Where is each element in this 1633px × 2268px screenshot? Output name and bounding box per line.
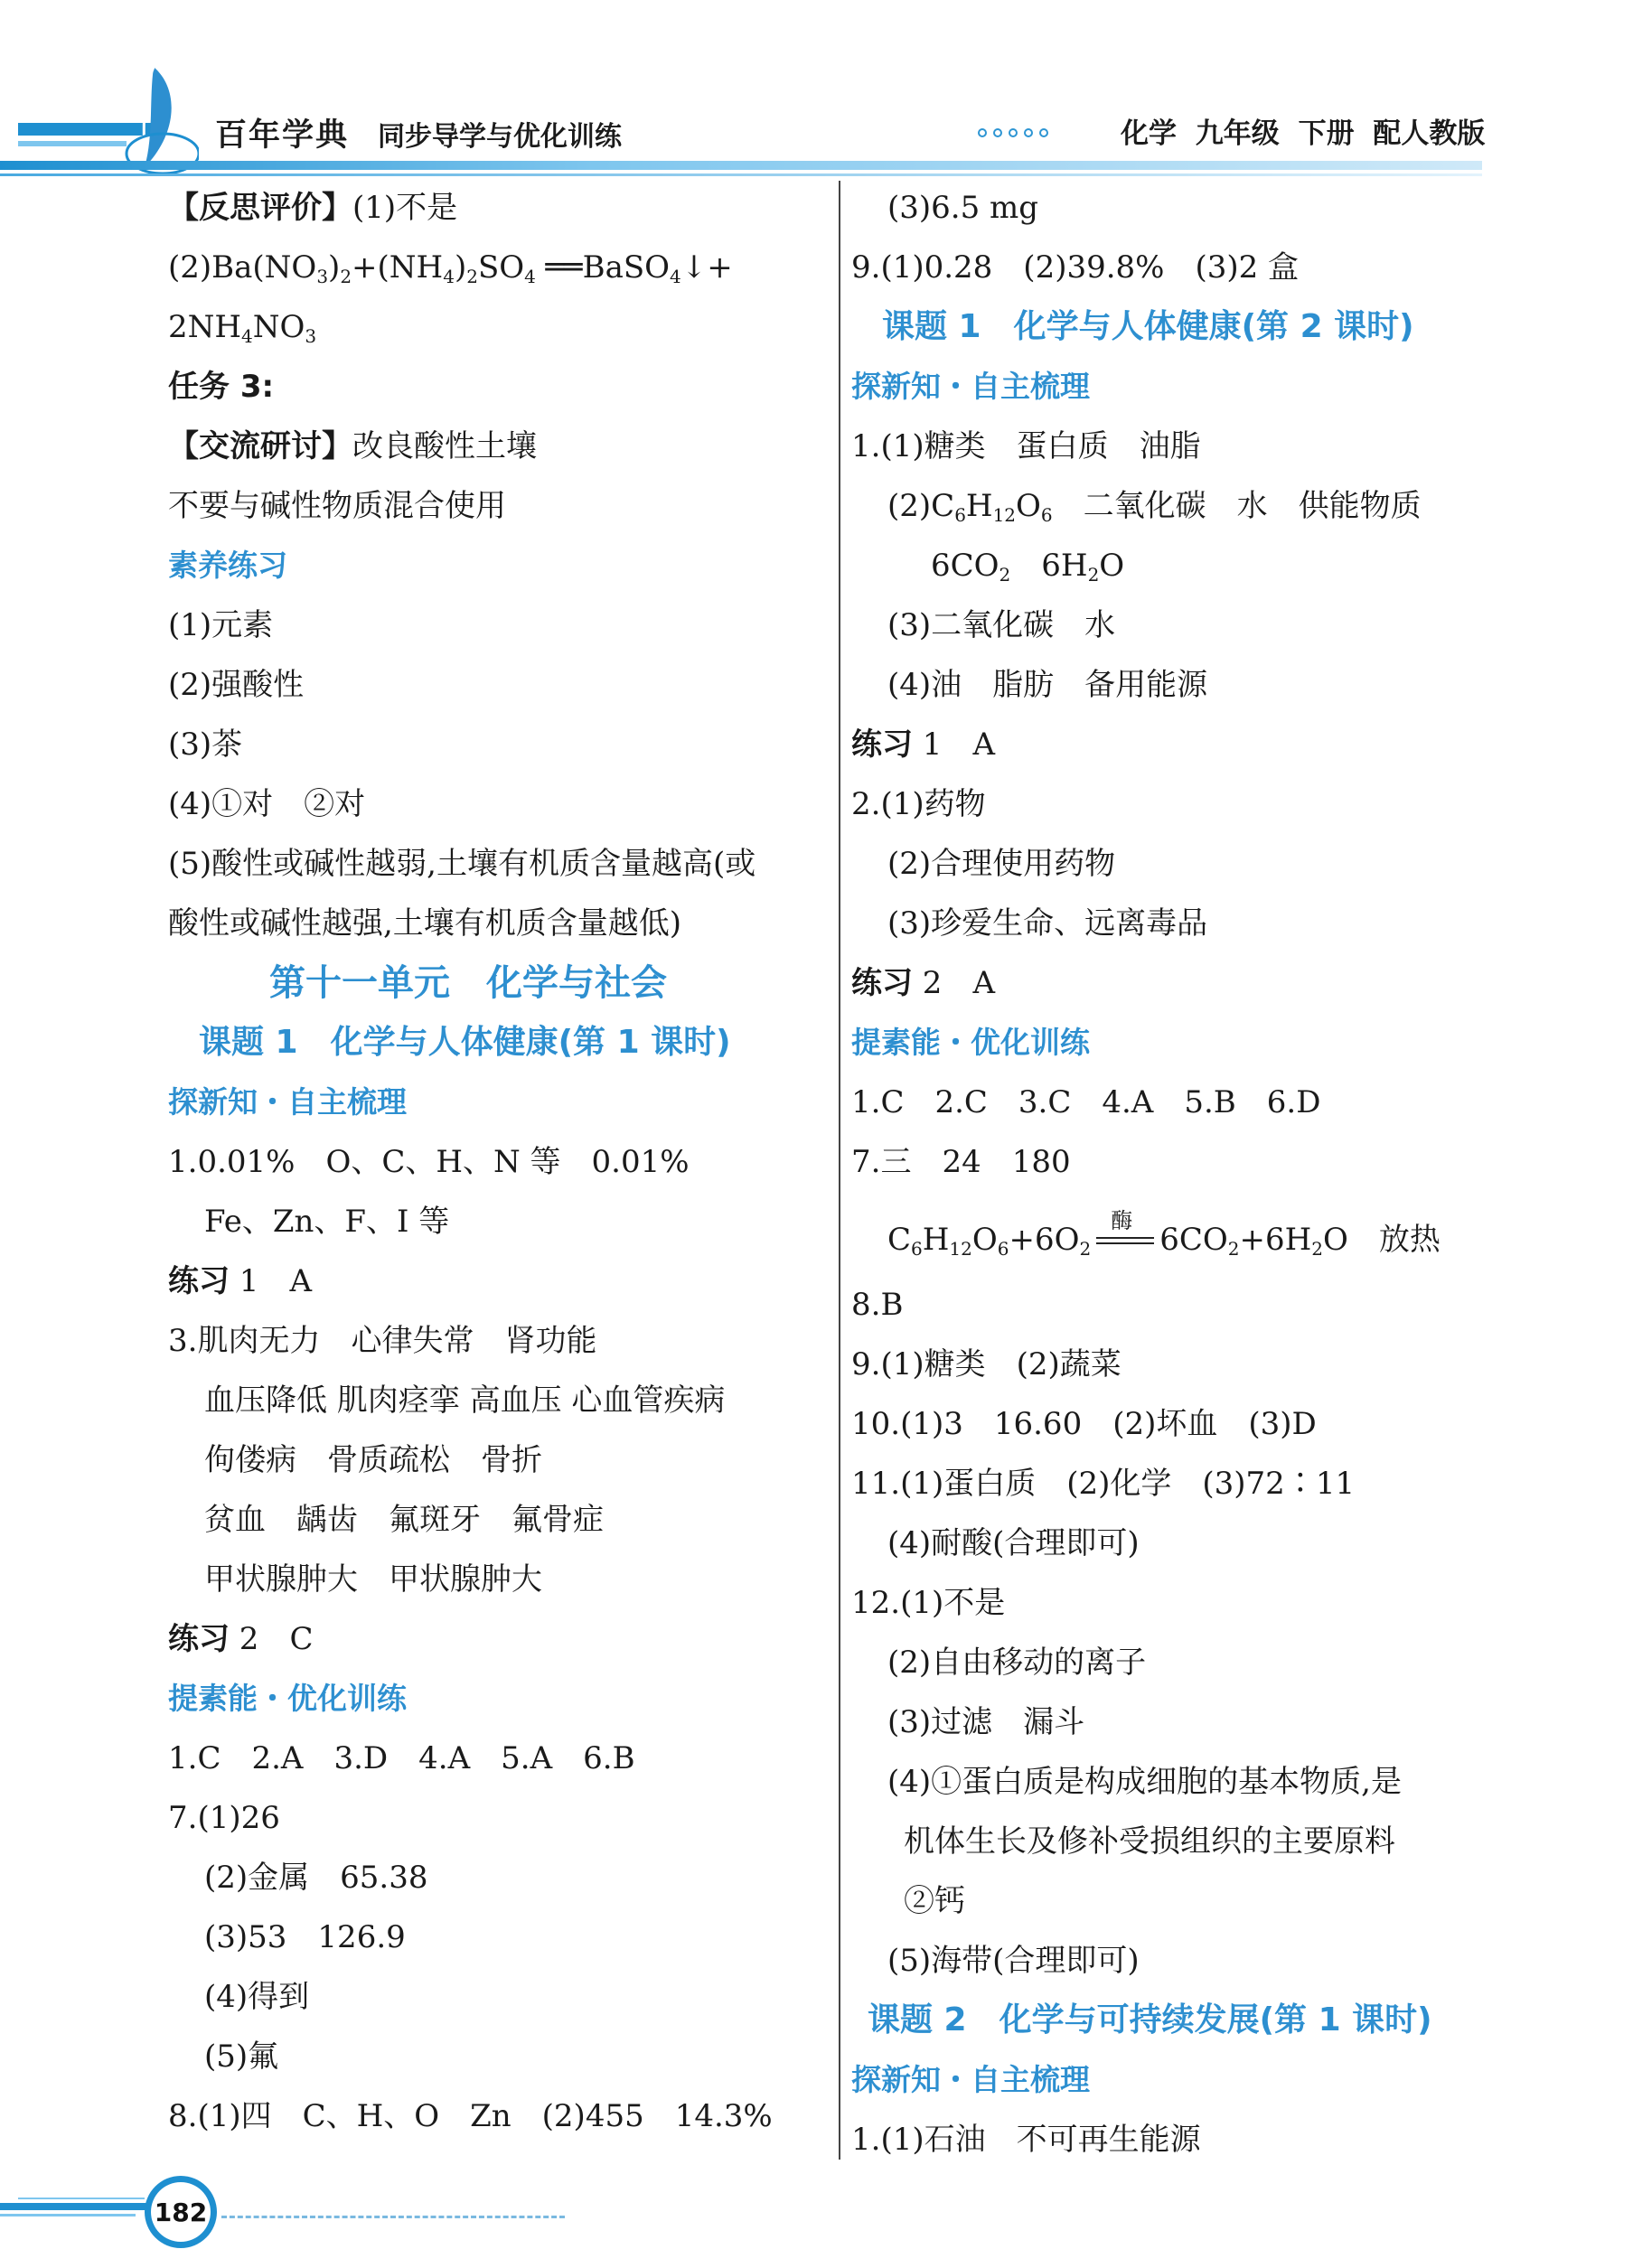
section-heading: 提素能・优化训练 [168,1681,407,1716]
answer-text: 改良酸性土壤 [352,428,537,464]
answer-line: (4)①对 ②对 [168,786,366,822]
answer-line: 机体生长及修补受损组织的主要原料 [904,1823,1395,1860]
practice-label: 练习 [851,726,913,763]
reaction-arrow [1091,1208,1159,1257]
formula-part: H [965,488,993,524]
subscript: 2 [466,266,478,287]
page-header [0,54,1633,190]
answer-line: 1.C 2.A 3.D 4.A 5.A 6.B [168,1740,635,1776]
section-heading: 探新知・自主梳理 [851,369,1090,404]
formula-part: 2NH [168,309,242,345]
answer-line: (3)二氧化碳 水 [887,607,1116,643]
subscript: 4 [670,266,681,287]
page-number-badge [145,2176,217,2248]
formula-part: +(NH [352,249,444,286]
answer-line: 9.(1)0.28 (2)39.8% (3)2 盒 [851,249,1300,286]
series-title: 同步导学与优化训练 [378,121,622,153]
formula-part: O [1016,488,1041,524]
answer-line: (3)6.5 mg [887,190,1039,226]
practice-line [851,723,995,766]
page-number: 182 [151,2182,211,2242]
answer-line: 佝偻病 骨质疏松 骨折 [204,1442,542,1478]
answer-line: 甲状腺肿大 甲状腺肿大 [204,1561,542,1598]
answer-line: 贫血 龋齿 氟斑牙 氟骨症 [204,1502,604,1538]
formula-part: O [971,1222,998,1258]
formula-part: ↓+ [680,249,733,286]
formula-part: C [887,1222,912,1258]
subscript: 2 [1079,1238,1092,1260]
subscript: 2 [1227,1238,1240,1260]
answer-line: ②钙 [904,1883,965,1919]
answer-line: (4)耐酸(合理即可) [887,1525,1140,1561]
unit-title: 第十一单元 化学与社会 [269,962,667,1004]
answer-line: (4)得到 [204,1979,310,2015]
section-heading: 素养练习 [168,548,287,583]
answer-text: (1)不是 [352,190,458,226]
answer-line: 7.三 24 180 [851,1144,1071,1180]
formula-part: H [922,1222,950,1258]
answer-line [168,425,537,468]
answer-line: (3)茶 [168,726,243,763]
answer-line: 血压降低 肌肉痉挛 高血压 心血管疾病 [204,1382,726,1419]
subscript: 6 [1040,504,1053,526]
subscript: 6 [911,1238,923,1260]
answer-line: 1.(1)糖类 蛋白质 油脂 [851,428,1201,464]
formula-part: O 放热 [1322,1222,1441,1258]
practice-label: 练习 [851,965,913,1001]
answer-line: 8.(1)四 C、H、O Zn (2)455 14.3% [168,2098,773,2134]
dot-icon [978,128,987,137]
dot-icon [993,128,1002,137]
answer-line: (3)53 126.9 [204,1919,406,1955]
answer-line: (1)元素 [168,607,274,643]
section-heading: 探新知・自主梳理 [168,1084,407,1120]
practice-line [851,961,995,1005]
formula-part: 6CO [931,548,1000,584]
answer-line: 11.(1)蛋白质 (2)化学 (3)72∶11 [851,1466,1356,1502]
subscript: 4 [443,266,455,287]
answer-line: (4)①蛋白质是构成细胞的基本物质,是 [887,1764,1402,1800]
header-band [0,161,1482,170]
footer-streak-icon [0,2196,154,2223]
footer-dashed-line [221,2216,565,2218]
task-heading: 任务 3: [168,369,275,405]
subscript: 2 [340,266,352,287]
subscript: 4 [524,266,536,287]
answer-line: 7.(1)26 [168,1800,280,1836]
practice-line [168,1260,312,1303]
practice-label: 练习 [168,1621,230,1657]
answer-line: (2)强酸性 [168,667,305,703]
answer-line: (2)金属 65.38 [204,1860,428,1896]
bracket-tag: 【交流研讨】 [168,428,352,464]
reaction-equation [887,1208,1441,1270]
subscript: 12 [992,504,1017,526]
practice-answer: 2 C [230,1621,314,1657]
subscript: 12 [949,1238,972,1260]
answer-line: 1.C 2.C 3.C 4.A 5.B 6.D [851,1084,1321,1120]
double-line-bottom [1096,1242,1154,1244]
subscript: 2 [999,564,1011,586]
answer-line: 10.(1)3 16.60 (2)坏血 (3)D [851,1406,1317,1442]
subscript: 3 [305,325,317,347]
answer-line: 1.0.01% O、C、H、N 等 0.01% [168,1144,690,1180]
answer-line [168,186,457,230]
practice-answer: 2 A [913,965,995,1001]
header-dots [978,128,1048,137]
formula-part: (2)C [887,488,955,524]
dot-icon [1024,128,1033,137]
answer-line: 12.(1)不是 [851,1585,1006,1621]
subscript: 3 [316,266,329,287]
answer-line: 8.B [851,1287,904,1323]
subscript: 6 [954,504,966,526]
formula-part: ) [454,249,467,286]
formula-part: +6H [1239,1222,1312,1258]
formula-part: O [1099,548,1125,584]
formula-part: NO [252,309,305,345]
lesson-title: 课题 1 化学与人体健康(第 1 课时) [199,1024,731,1061]
answer-line: (5)氟 [204,2038,279,2075]
formula-part: +6O [1009,1222,1080,1258]
page-footer [0,2160,1633,2268]
lesson-title: 课题 2 化学与可持续发展(第 1 课时) [868,2001,1432,2038]
subscript: 4 [241,325,253,347]
formula-part: 6CO [1159,1222,1228,1258]
answer-line: (5)酸性或碱性越弱,土壤有机质含量越高(或 [168,846,756,882]
answer-line: 2.(1)药物 [851,786,986,822]
answer-line: 酸性或碱性越强,土壤有机质含量越低) [168,905,682,942]
answer-line: (2)合理使用药物 [887,846,1116,882]
answer-line: 1.(1)石油 不可再生能源 [851,2122,1201,2158]
formula-part: ) [328,249,341,286]
header-band-thin [0,173,1482,176]
book-info: 化学 九年级 下册 配人教版 [1121,117,1486,150]
formula-line [931,544,1124,596]
answer-line: Fe、Zn、F、I 等 [204,1204,450,1240]
subscript: 2 [1087,564,1100,586]
formula-part: (2)Ba(NO [168,249,317,286]
equation-line [168,305,316,358]
answer-line: 不要与碱性物质混合使用 [168,488,506,524]
practice-label: 练习 [168,1263,230,1299]
column-divider [839,181,840,2160]
bracket-tag: 【反思评价】 [168,190,352,226]
double-line-top [1096,1237,1154,1239]
formula-part: SO [477,249,525,286]
section-heading: 提素能・优化训练 [851,1025,1090,1060]
answer-line: (2)自由移动的离子 [887,1645,1147,1681]
practice-answer: 1 A [913,726,995,763]
subscript: 6 [997,1238,1009,1260]
reaction-condition: 酶 [1111,1208,1133,1233]
subscript: 2 [1311,1238,1323,1260]
answer-line: 3.肌肉无力 心律失常 肾功能 [168,1323,597,1359]
brand-title: 百年学典 [215,117,350,154]
answer-line: (5)海带(合理即可) [887,1943,1140,1979]
dot-icon [1009,128,1018,137]
lesson-title: 课题 1 化学与人体健康(第 2 课时) [882,308,1414,345]
answer-line: (4)油 脂肪 备用能源 [887,667,1208,703]
formula-part: 二氧化碳 水 供能物质 [1052,488,1422,524]
answer-line: 9.(1)糖类 (2)蔬菜 [851,1346,1122,1382]
answer-line: (3)过滤 漏斗 [887,1704,1085,1740]
equation-line [168,246,733,298]
practice-line [168,1617,313,1661]
section-heading: 探新知・自主梳理 [851,2062,1090,2097]
formula-line [887,484,1422,537]
answer-line: (3)珍爱生命、远离毒品 [887,905,1208,942]
dot-icon [1039,128,1048,137]
formula-part: 6H [1010,548,1088,584]
formula-part: ══BaSO [535,249,671,286]
practice-answer: 1 A [230,1263,312,1299]
